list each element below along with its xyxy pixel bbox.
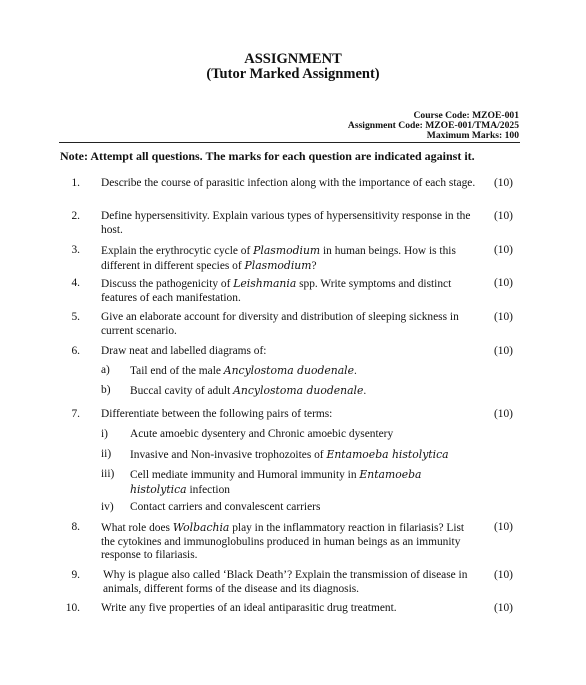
question-text: Explain the erythrocytic cycle of Plasmodium in human beings. How is this different in different species of Plasmodium? [101, 244, 456, 272]
question-text: Differentiate between the following pairs of terms: [101, 408, 333, 420]
page-subtitle: (Tutor Marked Assignment) [206, 66, 380, 82]
question-marks: (10) [494, 311, 513, 323]
sub-question-text: Acute amoebic dysentery and Chronic amoebic dysentery [130, 428, 394, 440]
question-number: 6. [71, 345, 80, 357]
question-number: 9. [71, 569, 80, 581]
maximum-marks: Maximum Marks: 100 [426, 130, 519, 141]
question-marks: (10) [494, 345, 513, 357]
page-title: ASSIGNMENT [244, 51, 342, 67]
sub-question-label: a) [101, 364, 110, 376]
question-text: Describe the course of parasitic infection along with the importance of each stage. [101, 177, 476, 189]
question-number: 7. [71, 408, 80, 420]
question-text: Define hypersensitivity. Explain various types of hypersensitivity response in the host. [101, 210, 471, 236]
question-number: 1. [71, 177, 80, 189]
sub-question-label: ii) [101, 448, 112, 460]
question-marks: (10) [494, 277, 513, 289]
assignment-code: Assignment Code: MZOE-001/TMA/2025 [347, 120, 519, 131]
question-marks: (10) [494, 244, 513, 256]
question-marks: (10) [494, 521, 513, 533]
question-number: 8. [71, 521, 80, 533]
sub-question-label: iii) [101, 468, 115, 480]
question-number: 10. [65, 602, 80, 614]
header-divider [59, 142, 520, 143]
question-number: 3. [71, 244, 80, 256]
question-marks: (10) [494, 602, 513, 614]
question-text: Give an elaborate account for diversity and distribution of sleeping sickness in current scenario. [101, 311, 459, 337]
question-marks: (10) [494, 177, 513, 189]
question-number: 2. [71, 210, 80, 222]
sub-question-label: i) [101, 428, 108, 440]
question-marks: (10) [494, 408, 513, 420]
sub-question-text: Cell mediate immunity and Humoral immunity in Entamoeba histolytica infection [130, 468, 422, 496]
question-number: 5. [71, 311, 80, 323]
sub-question-text: Tail end of the male Ancylostoma duodenale. [130, 364, 357, 377]
sub-question-text: Contact carriers and convalescent carriers [130, 501, 321, 513]
question-text: Write any five properties of an ideal antiparasitic drug treatment. [101, 602, 397, 614]
question-text: Draw neat and labelled diagrams of: [101, 345, 267, 357]
sub-question-text: Buccal cavity of adult Ancylostoma duodenale. [130, 384, 367, 397]
question-marks: (10) [494, 569, 513, 581]
course-code: Course Code: MZOE-001 [413, 110, 519, 121]
question-text: What role does Wolbachia play in the inflammatory reaction in filariasis? List the cytokines and immunoglobulins produced in human beings as an immunity response to filariasis. [101, 521, 465, 562]
question-text: Why is plague also called ‘Black Death’? Explain the transmission of disease in animals, different forms of the disease and its diagnosis. [103, 569, 468, 595]
question-marks: (10) [494, 210, 513, 222]
sub-question-label: iv) [101, 501, 114, 513]
question-number: 4. [71, 277, 80, 289]
sub-question-label: b) [101, 384, 111, 396]
instructions-note: Note: Attempt all questions. The marks for each question are indicated against it. [60, 149, 475, 163]
sub-question-text: Invasive and Non-invasive trophozoites of Entamoeba histolytica [130, 448, 449, 461]
question-text: Discuss the pathogenicity of Leishmania spp. Write symptoms and distinct features of each manifestation. [101, 277, 452, 304]
